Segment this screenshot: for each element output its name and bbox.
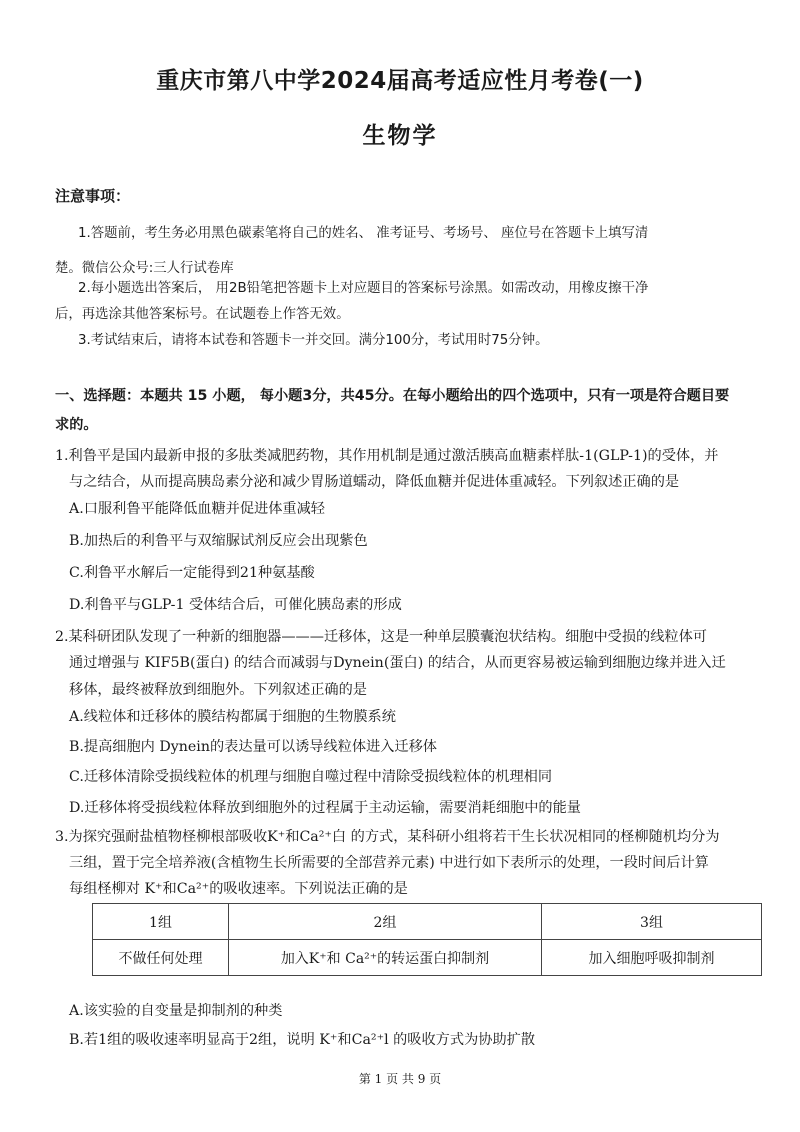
section-1-line-2: 求的。	[55, 417, 98, 433]
q3-option-b: B.若1组的吸收速率明显高于2组，说明 K⁺和Ca²⁺l 的吸收方式为协助扩散	[69, 1032, 536, 1048]
notice-item-1-line-2: 楚。微信公众号:三人行试卷库	[55, 261, 234, 276]
q1-option-b: B.加热后的利鲁平与双缩脲试剂反应会出现紫色	[69, 533, 368, 549]
table-cell: 加入K⁺和 Ca²⁺的转运蛋白抑制剂	[229, 940, 542, 976]
table-header-cell: 1组	[93, 904, 229, 940]
q1-option-c: C.利鲁平水解后一定能得到21种氨基酸	[69, 565, 315, 581]
q2-stem-line-3: 移体，最终被释放到细胞外。下列叙述正确的是	[69, 682, 367, 698]
q1-option-d: D.利鲁平与GLP-1 受体结合后，可催化胰岛素的形成	[69, 597, 402, 613]
q2-option-b: B.提高细胞内 Dynein的表达量可以诱导线粒体进入迁移体	[69, 739, 437, 755]
table-row	[93, 940, 762, 976]
q2-option-c: C.迁移体清除受损线粒体的机理与细胞自噬过程中清除受损线粒体的机理相同	[69, 769, 553, 785]
q2-option-a: A.线粒体和迁移体的膜结构都属于细胞的生物膜系统	[69, 709, 396, 725]
notice-heading: 注意事项：	[55, 187, 131, 205]
q2-option-d: D.迁移体将受损线粒体释放到细胞外的过程属于主动运输，需要消耗细胞中的能量	[69, 800, 581, 816]
page-footer: 第 1 页 共 9 页	[358, 1072, 442, 1086]
q2-stem-line-1: 2.某科研团队发现了一种新的细胞器———迁移体，这是一种单层膜囊泡状结构。细胞中受损的线粒体可	[55, 629, 707, 645]
subject-title: 生物学	[362, 123, 438, 149]
section-1-line-1: 一、选择题：本题共 15 小题， 每小题3分，共45分。在每小题给出的四个选项中，只有一项是符合题目要	[55, 388, 730, 404]
exam-title: 重庆市第八中学2024届高考适应性月考卷(一)	[156, 68, 644, 94]
table-cell: 不做任何处理	[93, 940, 229, 976]
q3-stem-line-3: 每组柽柳对 K⁺和Ca²⁺的吸收速率。下列说法正确的是	[69, 881, 408, 897]
q1-stem-line-1: 1.利鲁平是国内最新申报的多肽类减肥药物，其作用机制是通过激活胰高血糖素样肽-1(GLP-1)的受体，并	[55, 448, 719, 464]
q3-option-a: A.该实验的自变量是抑制剂的种类	[69, 1003, 283, 1019]
q1-option-a: A.口服利鲁平能降低血糖并促进体重减轻	[69, 501, 325, 517]
notice-item-2-line-1: 2.每小题选出答案后， 用2B铅笔把答题卡上对应题目的答案标号涂黑。如需改动，用橡皮擦干净	[78, 281, 649, 296]
q3-stem-line-1: 3.为探究强耐盐植物柽柳根部吸收K⁺和Ca²⁺白 的方式，某科研小组将若干生长状况相同的柽柳随机均分为	[55, 829, 720, 845]
notice-item-1-line-1: 1.答题前，考生务必用黑色碳素笔将自己的姓名、 准考证号、考场号、 座位号在答题卡上填写清	[78, 226, 649, 241]
q3-treatment-table	[92, 903, 762, 976]
q1-stem-line-2: 与之结合，从而提高胰岛素分泌和减少胃肠道蠕动，降低血糖并促进体重减轻。下列叙述正确的是	[69, 474, 680, 490]
table-header-cell: 3组	[542, 904, 762, 940]
table-cell: 加入细胞呼吸抑制剂	[542, 940, 762, 976]
notice-item-3: 3.考试结束后，请将本试卷和答题卡一并交回。满分100分，考试用时75分钟。	[78, 333, 549, 348]
q2-stem-line-2: 通过增强与 KIF5B(蛋白) 的结合而减弱与Dynein(蛋白) 的结合，从而更容易被运输到细胞边缘并进入迁	[69, 655, 726, 671]
table-header-cell: 2组	[229, 904, 542, 940]
notice-item-2-line-2: 后，再选涂其他答案标号。在试题卷上作答无效。	[55, 307, 350, 322]
q3-stem-line-2: 三组，置于完全培养液(含植物生长所需要的全部营养元素) 中进行如下表所示的处理，一段时间后计算	[69, 855, 709, 871]
table-header-row	[93, 904, 762, 940]
